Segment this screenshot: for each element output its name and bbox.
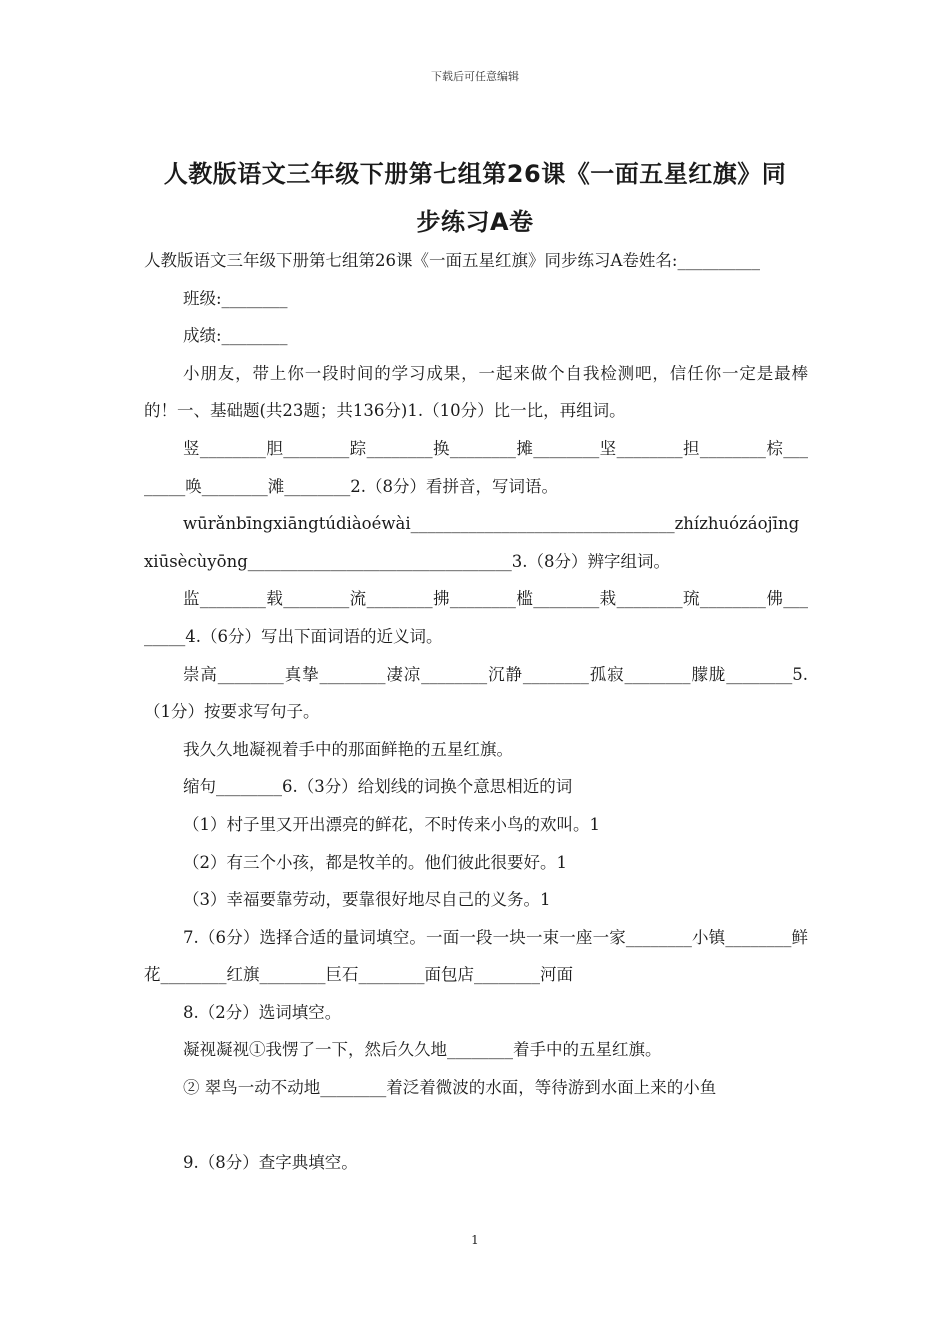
question-8-item-2: ② 翠鸟一动不动地________着泛着微波的水面，等待游到水面上来的小鱼 bbox=[183, 1078, 717, 1098]
intro-paragraph: 小朋友，带上你一段时间的学习成果，一起来做个自我检测吧，信任你一定是最棒的！一、基础题(共23题；共136分)1.（10分）比一比，再组词。 bbox=[144, 363, 808, 421]
question-2-body: wūrǎnbīngxiāngtúdiàoéwài________________________________zhízhuózáojīngxiūsècùyōng________________________________3.（8分）辨字组词。 bbox=[144, 514, 800, 571]
blank-line bbox=[144, 1107, 808, 1145]
question-4-body: 崇高________真挚________凄凉________沉静________孤寂________朦胧________5.（1分）按要求写句子。 bbox=[144, 664, 808, 722]
document-body bbox=[144, 242, 808, 1182]
subtitle-name-line: 人教版语文三年级下册第七组第26课《一面五星红旗》同步练习A卷姓名:__________ bbox=[144, 251, 760, 270]
question-5-sentence: 我久久地凝视着手中的那面鲜艳的五星红旗。 bbox=[183, 739, 513, 759]
question-3-body: 监________载________流________拂________槛________栽________琉________佛________4.（6分）写出下面词语的近义词。 bbox=[144, 589, 808, 646]
header-note: 下载后可任意编辑 bbox=[431, 70, 519, 83]
title-line-1: 人教版语文三年级下册第七组第26课《一面五星红旗》同 bbox=[163, 160, 787, 188]
question-6-item-1: （1）村子里又开出漂亮的鲜花，不时传来小鸟的欢叫。1 bbox=[183, 814, 600, 834]
question-8-item-1: 凝视凝视①我愣了一下，然后久久地________着手中的五星红旗。 bbox=[183, 1040, 662, 1060]
question-1-body: 竖________胆________踪________换________摊________坚________担________棕________唤________滩________2.（8分）看拼音，写词语。 bbox=[144, 438, 808, 496]
document-title bbox=[140, 150, 810, 246]
question-6-item-3: （3）幸福要靠劳动，要靠很好地尽自己的义务。1 bbox=[183, 890, 551, 910]
question-5-answer: 缩句________6.（3分）给划线的词换个意思相近的词 bbox=[183, 777, 573, 797]
score-line: 成绩:________ bbox=[183, 326, 288, 346]
page-number: 1 bbox=[471, 1233, 479, 1247]
question-7: 7.（6分）选择合适的量词填空。一面一段一块一束一座一家________小镇________鲜花________红旗________巨石________面包店________河面 bbox=[144, 927, 808, 985]
question-6-item-2: （2）有三个小孩，都是牧羊的。他们彼此很要好。1 bbox=[183, 852, 567, 872]
class-line: 班级:________ bbox=[183, 288, 288, 308]
question-9: 9.（8分）查字典填空。 bbox=[183, 1153, 358, 1173]
title-line-2: 步练习A卷 bbox=[416, 208, 534, 236]
question-8: 8.（2分）选词填空。 bbox=[183, 1002, 342, 1022]
